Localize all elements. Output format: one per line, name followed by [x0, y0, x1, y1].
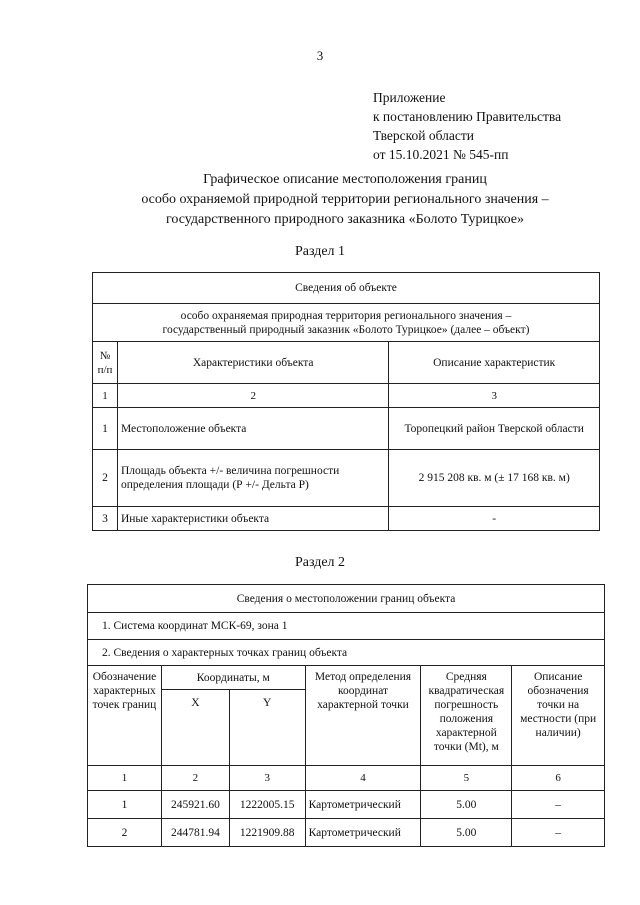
coordinate-system-line: 1. Система координат МСК-69, зона 1 [88, 613, 605, 640]
header-description: Описание характеристик [389, 342, 600, 384]
column-number: 6 [512, 766, 605, 791]
row-number: 1 [93, 408, 118, 450]
table-row [88, 819, 605, 847]
table-row [93, 450, 600, 507]
point-method: Картометрический [305, 791, 421, 819]
point-error: 5.00 [421, 819, 512, 847]
point-id: 2 [88, 819, 162, 847]
points-info-line: 2. Сведения о характерных точках границ объекта [88, 640, 605, 666]
table-row [93, 408, 600, 450]
object-name-cell [93, 304, 600, 342]
object-info-table [92, 272, 600, 531]
appendix-line: к постановлению Правительства [373, 109, 562, 124]
point-y: 1222005.15 [229, 791, 305, 819]
header-method: Метод определения координат характерной точки [305, 666, 421, 766]
title-line: особо охраняемой природной территории регионального значения – [141, 192, 549, 207]
point-method: Картометрический [305, 819, 421, 847]
column-number: 5 [421, 766, 512, 791]
row-name: Площадь объекта +/- величина погрешности определения площади (Р +/- Дельта Р) [117, 450, 388, 507]
table-row [88, 791, 605, 819]
point-id: 1 [88, 791, 162, 819]
column-number: 2 [161, 766, 229, 791]
column-number: 1 [88, 766, 162, 791]
row-name: Иные характеристики объекта [117, 507, 388, 531]
header-point: Обозначение характерных точек границ [88, 666, 162, 766]
row-number: 2 [93, 450, 118, 507]
header-error: Средняя квадратическая погрешность положения характерной точки (Mt), м [421, 666, 512, 766]
section2-heading: Раздел 2 [294, 555, 346, 570]
point-x: 245921.60 [161, 791, 229, 819]
table-title: Сведения о местоположении границ объекта [88, 585, 605, 613]
row-value: Торопецкий район Тверской области [389, 408, 600, 450]
title-line: Графическое описание местоположения границ [203, 172, 487, 187]
point-x: 244781.94 [161, 819, 229, 847]
column-number: 3 [229, 766, 305, 791]
appendix-line: Тверской области [373, 128, 474, 143]
point-error: 5.00 [421, 791, 512, 819]
appendix-block [373, 88, 561, 164]
boundary-table [87, 584, 605, 847]
object-name-line: государственный природный заказник «Болото Турицкое» (далее – объект) [162, 323, 530, 336]
section1-heading: Раздел 1 [294, 244, 346, 259]
point-description: – [512, 791, 605, 819]
column-number: 4 [305, 766, 421, 791]
title-line: государственного природного заказника «Болото Турицкое» [165, 212, 525, 227]
row-name: Местоположение объекта [117, 408, 388, 450]
column-number: 2 [117, 384, 388, 408]
page-number: 3 [316, 48, 324, 63]
header-characteristics: Характеристики объекта [117, 342, 388, 384]
column-number: 3 [389, 384, 600, 408]
row-number: 3 [93, 507, 118, 531]
table-title: Сведения об объекте [93, 273, 600, 304]
column-number: 1 [93, 384, 118, 408]
point-y: 1221909.88 [229, 819, 305, 847]
header-y: Y [229, 690, 305, 766]
point-description: – [512, 819, 605, 847]
table-row [93, 507, 600, 531]
header-num: № п/п [93, 342, 118, 384]
row-value: 2 915 208 кв. м (± 17 168 кв. м) [389, 450, 600, 507]
object-name-line: особо охраняемая природная территория регионального значения – [180, 309, 512, 322]
appendix-line: от 15.10.2021 № 545-пп [373, 147, 509, 162]
row-value: - [389, 507, 600, 531]
document-title [60, 170, 630, 230]
header-point-description: Описание обозначения точки на местности (при наличии) [512, 666, 605, 766]
appendix-line: Приложение [373, 90, 446, 105]
header-x: X [161, 690, 229, 766]
header-coordinates: Координаты, м [161, 666, 305, 690]
